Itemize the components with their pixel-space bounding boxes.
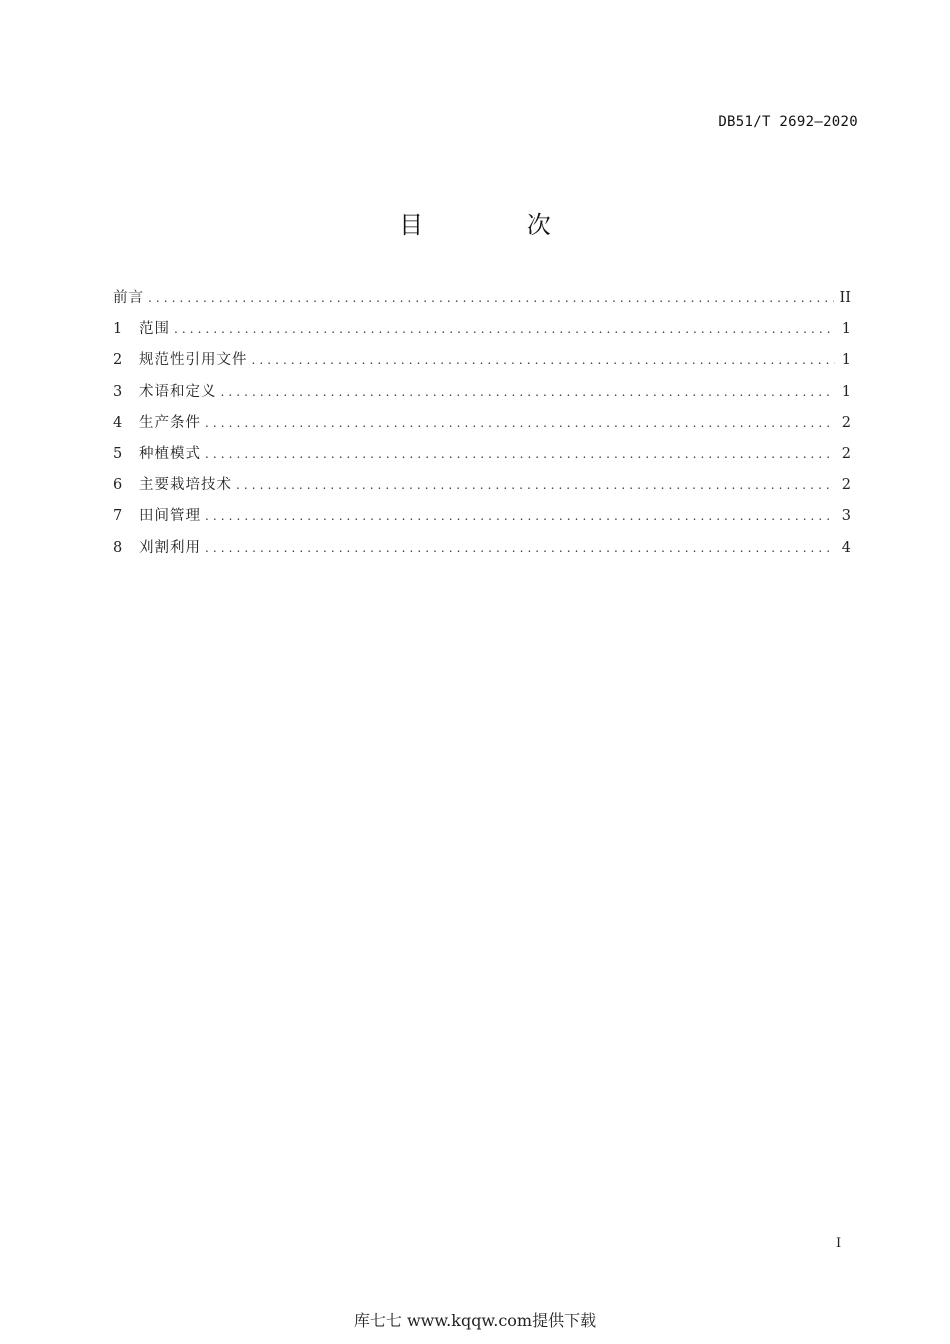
toc-entry-number: 2 xyxy=(113,352,123,369)
toc-leader-dots xyxy=(221,385,836,399)
toc-entry-page: 2 xyxy=(841,414,851,431)
toc-entry-normative-references[interactable] xyxy=(113,348,851,379)
toc-entry-terms-definitions[interactable] xyxy=(113,380,851,411)
toc-entry-label: 田间管理 xyxy=(139,508,201,525)
toc-leader-dots xyxy=(174,322,835,336)
toc-entry-number: 1 xyxy=(113,321,123,338)
toc-entry-number: 3 xyxy=(113,383,123,400)
toc-entry-label: 术语和定义 xyxy=(139,383,217,400)
toc-entry-number: 5 xyxy=(113,445,123,462)
toc-entry-planting-mode[interactable] xyxy=(113,442,851,473)
toc-entry-page: 2 xyxy=(841,445,851,462)
toc-entry-page: 1 xyxy=(841,321,851,338)
toc-entry-label: 生产条件 xyxy=(139,414,201,431)
toc-entry-page: 4 xyxy=(841,539,851,556)
toc-leader-dots xyxy=(252,353,836,367)
footer-watermark: 库七七 www.kqqw.com提供下载 xyxy=(353,1311,597,1330)
toc-entry-label: 规范性引用文件 xyxy=(139,352,248,369)
toc-entry-number: 4 xyxy=(113,414,123,431)
page-number: I xyxy=(836,1236,842,1251)
toc-entry-label: 主要栽培技术 xyxy=(139,477,232,494)
toc-entry-foreword[interactable] xyxy=(113,286,851,317)
document-code: DB51/T 2692—2020 xyxy=(718,114,858,130)
toc-entry-page: 1 xyxy=(841,383,851,400)
toc-entry-number: 6 xyxy=(113,477,123,494)
toc-entry-scope[interactable] xyxy=(113,317,851,348)
toc-entry-page: II xyxy=(839,290,851,306)
toc-entry-number: 7 xyxy=(113,508,123,525)
toc-leader-dots xyxy=(205,416,835,430)
toc-entry-label: 前言 xyxy=(113,290,144,306)
toc-entry-page: 1 xyxy=(841,352,851,369)
toc-entry-label: 刈割利用 xyxy=(139,539,201,556)
toc-leader-dots xyxy=(148,291,834,305)
toc-leader-dots xyxy=(205,541,835,555)
toc-entry-cultivation-techniques[interactable] xyxy=(113,473,851,504)
table-of-contents xyxy=(113,286,851,567)
toc-leader-dots xyxy=(205,447,835,461)
toc-entry-label: 种植模式 xyxy=(139,445,201,462)
toc-entry-mowing-utilization[interactable] xyxy=(113,536,851,567)
toc-title: 目 次 xyxy=(399,211,599,239)
toc-entry-number: 8 xyxy=(113,539,123,556)
toc-entry-production-conditions[interactable] xyxy=(113,411,851,442)
toc-leader-dots xyxy=(205,509,835,523)
toc-entry-field-management[interactable] xyxy=(113,504,851,535)
toc-entry-page: 3 xyxy=(841,508,851,525)
toc-entry-page: 2 xyxy=(841,477,851,494)
toc-entry-label: 范围 xyxy=(139,321,170,338)
toc-leader-dots xyxy=(236,478,835,492)
